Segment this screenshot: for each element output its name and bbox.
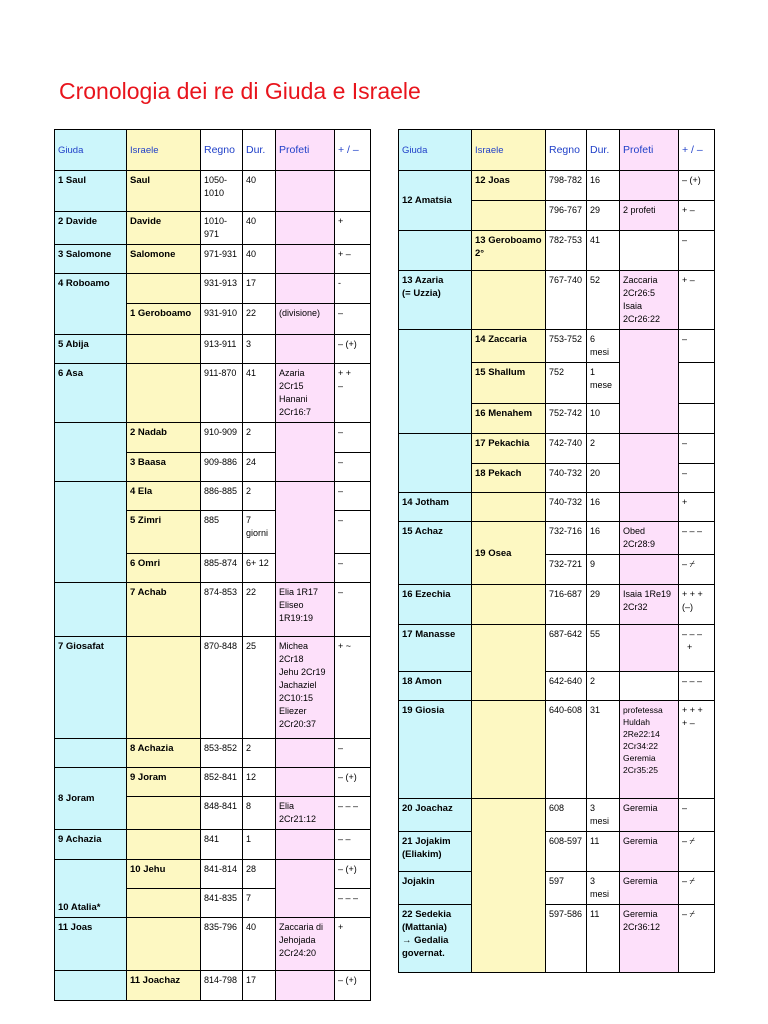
table-row	[399, 271, 715, 330]
dur-cell: 16	[587, 493, 620, 522]
giuda-cell: 17 Manasse	[399, 625, 472, 672]
giuda-cell: 10 Atalia*	[55, 860, 127, 918]
israele-cell	[472, 201, 546, 231]
dur-cell: 24	[243, 453, 276, 482]
dur-cell: 29	[587, 585, 620, 625]
israele-cell: Salomone	[127, 245, 201, 274]
sign-cell: – ⌿	[679, 905, 715, 973]
profeti-cell	[276, 860, 335, 918]
giuda-cell: 19 Giosia	[399, 701, 472, 799]
sign-cell: –	[335, 583, 371, 637]
israele-cell: 11 Joachaz	[127, 971, 201, 1001]
giuda-cell	[55, 423, 127, 482]
dur-cell: 28	[243, 860, 276, 889]
giuda-cell	[55, 482, 127, 583]
dur-cell: 8	[243, 797, 276, 830]
table-row	[399, 799, 715, 832]
giuda-cell: 7 Giosafat	[55, 637, 127, 739]
regno-cell: 870-848	[201, 637, 243, 739]
giuda-cell: 3 Salomone	[55, 245, 127, 274]
israele-cell: 8 Achazia	[127, 739, 201, 768]
regno-cell: 796-767	[546, 201, 587, 231]
sign-cell: –	[335, 482, 371, 511]
sign-cell: + + + + –	[679, 701, 715, 799]
regno-cell: 886-885	[201, 482, 243, 511]
profeti-cell	[620, 171, 679, 201]
sign-cell	[335, 171, 371, 212]
israele-cell: 10 Jehu	[127, 860, 201, 889]
sign-cell: –	[335, 739, 371, 768]
giuda-cell	[399, 231, 472, 271]
profeti-cell	[620, 672, 679, 701]
profeti-cell	[276, 423, 335, 482]
regno-cell: 841	[201, 830, 243, 860]
regno-cell: 782-753	[546, 231, 587, 271]
israele-cell: 17 Pekachia	[472, 434, 546, 464]
israele-cell: 1 Geroboamo	[127, 304, 201, 335]
dur-cell: 55	[587, 625, 620, 672]
profeti-cell: Zaccaria di Jehojada 2Cr24:20	[276, 918, 335, 971]
dur-cell: 40	[243, 212, 276, 245]
dur-cell: 16	[587, 171, 620, 201]
header-israele: Israele	[472, 130, 546, 171]
dur-cell: 22	[243, 583, 276, 637]
israele-cell: Saul	[127, 171, 201, 212]
table-row	[55, 971, 371, 1001]
israele-cell	[127, 637, 201, 739]
giuda-cell: 21 Jojakim (Eliakim)	[399, 832, 472, 872]
regno-cell: 841-835	[201, 889, 243, 918]
giuda-cell: Jojakin	[399, 872, 472, 905]
regno-cell: 642-640	[546, 672, 587, 701]
regno-cell: 1010-971	[201, 212, 243, 245]
header-dur: Dur.	[587, 130, 620, 171]
israele-cell	[472, 493, 546, 522]
table-row	[399, 522, 715, 555]
dur-cell: 25	[243, 637, 276, 739]
regno-cell: 1050- 1010	[201, 171, 243, 212]
regno-cell: 853-852	[201, 739, 243, 768]
dur-cell: 52	[587, 271, 620, 330]
table-row	[55, 274, 371, 304]
sign-cell: +	[335, 212, 371, 245]
header-profeti: Profeti	[620, 130, 679, 171]
header-giuda: Giuda	[399, 130, 472, 171]
israele-cell	[127, 335, 201, 364]
table-row	[399, 171, 715, 201]
dur-cell: 1	[243, 830, 276, 860]
sign-cell: + –	[335, 245, 371, 274]
regno-cell: 732-716	[546, 522, 587, 555]
giuda-cell: 6 Asa	[55, 364, 127, 423]
israele-cell: 5 Zimri	[127, 511, 201, 554]
table-row	[399, 872, 715, 905]
profeti-cell: Geremia	[620, 799, 679, 832]
regno-cell: 885-874	[201, 554, 243, 583]
israele-cell: 16 Menahem	[472, 404, 546, 434]
israele-cell	[472, 625, 546, 701]
sign-cell: –	[335, 304, 371, 335]
table-row	[55, 768, 371, 797]
profeti-cell: profetessa Huldah 2Re22:14 2Cr34:22 Geremia 2Cr35:25	[620, 701, 679, 799]
dur-cell: 29	[587, 201, 620, 231]
sign-cell: +	[679, 493, 715, 522]
giuda-cell: 4 Roboamo	[55, 274, 127, 335]
israele-cell	[127, 830, 201, 860]
dur-cell: 6 mesi	[587, 330, 620, 363]
giuda-cell	[55, 583, 127, 637]
israele-cell: 15 Shallum	[472, 363, 546, 404]
sign-cell	[679, 404, 715, 434]
table-row	[55, 739, 371, 768]
giuda-cell: 5 Abija	[55, 335, 127, 364]
page-title: Cronologia dei re di Giuda e Israele	[59, 78, 421, 104]
profeti-cell	[620, 434, 679, 493]
israele-cell: 12 Joas	[472, 171, 546, 201]
sign-cell: – (+)	[335, 768, 371, 797]
regno-cell: 848-841	[201, 797, 243, 830]
header-regno: Regno	[201, 130, 243, 171]
sign-cell: – ⌿	[679, 872, 715, 905]
israele-cell	[472, 799, 546, 973]
sign-cell: – – –	[335, 797, 371, 830]
table-row	[399, 585, 715, 625]
israele-cell	[472, 271, 546, 330]
profeti-cell	[276, 212, 335, 245]
sign-cell: – (+)	[679, 171, 715, 201]
table-row	[55, 245, 371, 274]
sign-cell: –	[679, 231, 715, 271]
profeti-cell: Geremia	[620, 872, 679, 905]
israele-cell	[472, 701, 546, 799]
regno-cell: 814-798	[201, 971, 243, 1001]
dur-cell: 3 mesi	[587, 799, 620, 832]
header-dur: Dur.	[243, 130, 276, 171]
sign-cell: –	[679, 434, 715, 464]
regno-cell: 716-687	[546, 585, 587, 625]
regno-cell: 597-586	[546, 905, 587, 973]
sign-cell: – – – +	[679, 625, 715, 672]
dur-cell: 11	[587, 905, 620, 973]
israele-cell	[127, 918, 201, 971]
profeti-cell	[276, 171, 335, 212]
sign-cell: – ⌿	[679, 555, 715, 585]
israele-cell: 19 Osea	[472, 522, 546, 585]
sign-cell: – –	[335, 830, 371, 860]
sign-cell: –	[679, 464, 715, 493]
regno-cell: 753-752	[546, 330, 587, 363]
dur-cell: 22	[243, 304, 276, 335]
regno-cell: 931-910	[201, 304, 243, 335]
sign-cell	[679, 363, 715, 404]
dur-cell: 11	[587, 832, 620, 872]
giuda-cell: 13 Azaria (= Uzzia)	[399, 271, 472, 330]
regno-cell: 931-913	[201, 274, 243, 304]
dur-cell: 2	[243, 739, 276, 768]
giuda-cell: 1 Saul	[55, 171, 127, 212]
israele-cell	[127, 274, 201, 304]
giuda-cell	[399, 434, 472, 493]
israele-cell: 13 Geroboamo 2°	[472, 231, 546, 271]
israele-cell: 7 Achab	[127, 583, 201, 637]
dur-cell: 20	[587, 464, 620, 493]
regno-cell: 640-608	[546, 701, 587, 799]
giuda-cell: 11 Joas	[55, 918, 127, 971]
table-row	[399, 672, 715, 701]
regno-cell: 841-814	[201, 860, 243, 889]
profeti-cell	[276, 482, 335, 583]
regno-cell: 798-782	[546, 171, 587, 201]
israele-cell	[127, 364, 201, 423]
regno-cell: 752	[546, 363, 587, 404]
table-row	[55, 637, 371, 739]
table-row	[399, 832, 715, 872]
sign-cell: + + –	[335, 364, 371, 423]
regno-cell: 732-721	[546, 555, 587, 585]
sign-cell: –	[335, 511, 371, 554]
sign-cell: – (+)	[335, 860, 371, 889]
dur-cell: 40	[243, 245, 276, 274]
header-plusminus: + / –	[335, 130, 371, 171]
regno-cell: 767-740	[546, 271, 587, 330]
dur-cell: 10	[587, 404, 620, 434]
israele-cell	[127, 889, 201, 918]
table-row	[55, 482, 371, 511]
sign-cell: – – –	[335, 889, 371, 918]
table-row	[399, 905, 715, 973]
dur-cell: 17	[243, 274, 276, 304]
profeti-cell: Azaria 2Cr15 Hanani 2Cr16:7	[276, 364, 335, 423]
dur-cell: 2	[587, 672, 620, 701]
regno-cell: 740-732	[546, 493, 587, 522]
profeti-cell	[620, 555, 679, 585]
giuda-cell: 12 Amatsia	[399, 171, 472, 231]
sign-cell: – (+)	[335, 971, 371, 1001]
profeti-cell: Elia 2Cr21:12	[276, 797, 335, 830]
profeti-cell	[276, 768, 335, 797]
chronology-table-left	[54, 129, 371, 1001]
dur-cell: 7	[243, 889, 276, 918]
profeti-cell	[276, 971, 335, 1001]
israele-cell: 4 Ela	[127, 482, 201, 511]
header-regno: Regno	[546, 130, 587, 171]
table-row	[399, 493, 715, 522]
dur-cell: 3 mesi	[587, 872, 620, 905]
israele-cell	[127, 797, 201, 830]
regno-cell: 752-742	[546, 404, 587, 434]
dur-cell: 41	[243, 364, 276, 423]
regno-cell: 742-740	[546, 434, 587, 464]
table-row	[55, 918, 371, 971]
sign-cell: + –	[679, 201, 715, 231]
regno-cell: 885	[201, 511, 243, 554]
sign-cell: -	[335, 274, 371, 304]
regno-cell: 971-931	[201, 245, 243, 274]
israele-cell: 18 Pekach	[472, 464, 546, 493]
sign-cell: –	[679, 799, 715, 832]
profeti-cell	[620, 493, 679, 522]
dur-cell: 31	[587, 701, 620, 799]
profeti-cell: Geremia	[620, 832, 679, 872]
dur-cell: 3	[243, 335, 276, 364]
israele-cell: 6 Omri	[127, 554, 201, 583]
regno-cell: 597	[546, 872, 587, 905]
table-row	[399, 434, 715, 464]
regno-cell: 835-796	[201, 918, 243, 971]
regno-cell: 740-732	[546, 464, 587, 493]
regno-cell: 913-911	[201, 335, 243, 364]
giuda-cell: 22 Sedekia (Mattania) → Gedalia governat.	[399, 905, 472, 973]
regno-cell: 911-870	[201, 364, 243, 423]
dur-cell: 41	[587, 231, 620, 271]
giuda-cell: 14 Jotham	[399, 493, 472, 522]
table-row	[55, 335, 371, 364]
dur-cell: 9	[587, 555, 620, 585]
sign-cell: – (+)	[335, 335, 371, 364]
sign-cell: –	[335, 554, 371, 583]
regno-cell: 687-642	[546, 625, 587, 672]
regno-cell: 852-841	[201, 768, 243, 797]
profeti-cell	[620, 231, 679, 271]
table-row	[399, 330, 715, 363]
table-row	[399, 701, 715, 799]
giuda-cell: 16 Ezechia	[399, 585, 472, 625]
dur-cell: 40	[243, 171, 276, 212]
table-row	[55, 212, 371, 245]
israele-cell: 2 Nadab	[127, 423, 201, 453]
regno-cell: 608-597	[546, 832, 587, 872]
giuda-cell	[55, 739, 127, 768]
table-row	[55, 583, 371, 637]
giuda-cell: 15 Achaz	[399, 522, 472, 585]
sign-cell: –	[679, 330, 715, 363]
profeti-cell	[276, 335, 335, 364]
giuda-cell	[55, 971, 127, 1001]
giuda-cell: 18 Amon	[399, 672, 472, 701]
giuda-cell: 8 Joram	[55, 768, 127, 830]
dur-cell: 2	[587, 434, 620, 464]
giuda-cell: 2 Davide	[55, 212, 127, 245]
sign-cell: –	[335, 453, 371, 482]
dur-cell: 2	[243, 482, 276, 511]
giuda-cell	[399, 330, 472, 434]
sign-cell: – – –	[679, 522, 715, 555]
giuda-cell: 9 Achazia	[55, 830, 127, 860]
israele-cell	[472, 585, 546, 625]
dur-cell: 1 mese	[587, 363, 620, 404]
table-row	[55, 423, 371, 453]
profeti-cell: 2 profeti	[620, 201, 679, 231]
israele-cell: Davide	[127, 212, 201, 245]
sign-cell: + ~	[335, 637, 371, 739]
table-row	[55, 171, 371, 212]
sign-cell: –	[335, 423, 371, 453]
profeti-cell: Isaia 1Re19 2Cr32	[620, 585, 679, 625]
profeti-cell	[276, 739, 335, 768]
table-row	[399, 231, 715, 271]
profeti-cell: (divisione)	[276, 304, 335, 335]
table-row	[399, 625, 715, 672]
table-row	[55, 860, 371, 889]
regno-cell: 874-853	[201, 583, 243, 637]
sign-cell: + –	[679, 271, 715, 330]
dur-cell: 40	[243, 918, 276, 971]
dur-cell: 12	[243, 768, 276, 797]
table-row	[55, 830, 371, 860]
israele-cell: 14 Zaccaria	[472, 330, 546, 363]
header-profeti: Profeti	[276, 130, 335, 171]
sign-cell: +	[335, 918, 371, 971]
profeti-cell: Obed 2Cr28:9	[620, 522, 679, 555]
profeti-cell: Michea 2Cr18 Jehu 2Cr19 Jachaziel 2C10:15 Eliezer 2Cr20:37	[276, 637, 335, 739]
profeti-cell: Geremia 2Cr36:12	[620, 905, 679, 973]
dur-cell: 17	[243, 971, 276, 1001]
header-giuda: Giuda	[55, 130, 127, 171]
israele-cell: 3 Baasa	[127, 453, 201, 482]
profeti-cell	[276, 245, 335, 274]
profeti-cell	[276, 830, 335, 860]
chronology-table-right	[398, 129, 715, 973]
profeti-cell: Elia 1R17 Eliseo 1R19:19	[276, 583, 335, 637]
header-israele: Israele	[127, 130, 201, 171]
sign-cell: – – –	[679, 672, 715, 701]
profeti-cell	[620, 625, 679, 672]
giuda-cell: 20 Joachaz	[399, 799, 472, 832]
israele-cell: 9 Joram	[127, 768, 201, 797]
dur-cell: 7 giorni	[243, 511, 276, 554]
regno-cell: 910-909	[201, 423, 243, 453]
dur-cell: 16	[587, 522, 620, 555]
regno-cell: 608	[546, 799, 587, 832]
profeti-cell: Zaccaria 2Cr26:5 Isaia 2Cr26:22	[620, 271, 679, 330]
regno-cell: 909-886	[201, 453, 243, 482]
profeti-cell	[276, 274, 335, 304]
table-row	[55, 364, 371, 423]
sign-cell: – ⌿	[679, 832, 715, 872]
profeti-cell	[620, 330, 679, 434]
header-plusminus: + / –	[679, 130, 715, 171]
dur-cell: 2	[243, 423, 276, 453]
sign-cell: + + + (–)	[679, 585, 715, 625]
dur-cell: 6+ 12	[243, 554, 276, 583]
